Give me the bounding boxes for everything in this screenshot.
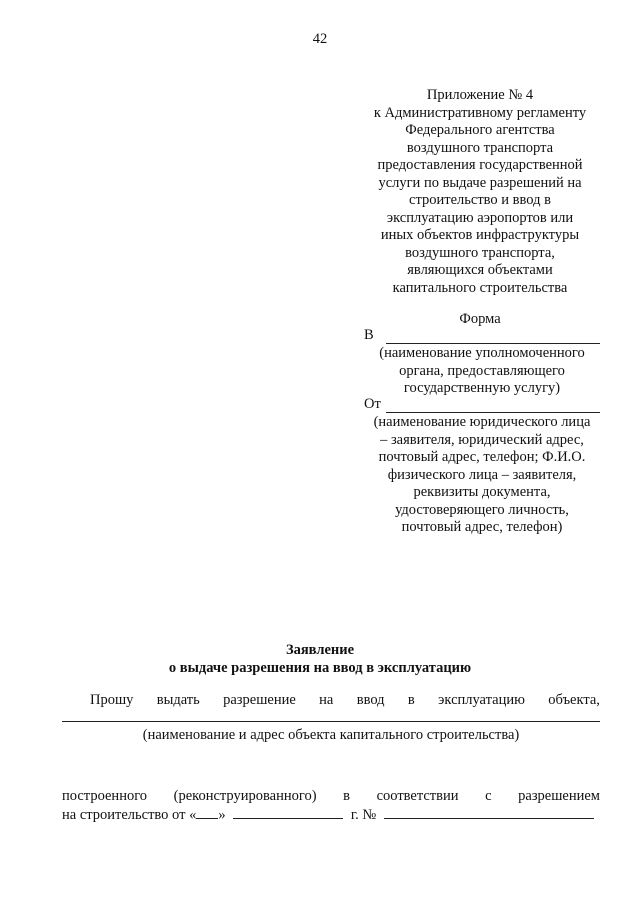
- object-field-line[interactable]: [62, 721, 600, 722]
- recipient-row: [364, 327, 600, 347]
- appendix-line: Федерального агентства: [405, 122, 555, 138]
- appendix-line: воздушного транспорта,: [405, 244, 555, 261]
- permit-day-field[interactable]: [196, 806, 218, 819]
- recipient-field-line[interactable]: [386, 343, 600, 344]
- note-line: органа, предоставляющего: [399, 362, 565, 379]
- body-word: эксплуатацию: [438, 692, 525, 708]
- permit-number-label: г. №: [350, 807, 377, 823]
- recipient-note: [364, 345, 600, 398]
- body-line-4: [62, 806, 594, 824]
- body-word: в: [407, 692, 415, 708]
- appendix-line: Приложение № 4: [426, 87, 534, 103]
- body-word: в: [343, 788, 350, 804]
- form-label: Форма: [459, 311, 501, 327]
- permit-number-field[interactable]: [384, 806, 594, 819]
- document-subtitle: о выдаче разрешения на ввод в эксплуатацию: [168, 660, 472, 676]
- note-line: реквизиты документа,: [413, 484, 551, 500]
- body-word: разрешением: [518, 788, 600, 804]
- page-number: 42: [312, 31, 328, 47]
- appendix-line: к Административному регламенту: [373, 104, 587, 121]
- sender-field-line[interactable]: [386, 412, 600, 413]
- body-word: Прошу: [90, 692, 134, 708]
- appendix-line: капитального строительства: [392, 279, 568, 296]
- body-line-1: [90, 692, 600, 709]
- appendix-header: [352, 87, 608, 297]
- permit-date-prefix: на строительство от «: [62, 807, 197, 823]
- object-caption: (наименование и адрес объекта капитального строительства): [142, 727, 520, 743]
- body-word: построенного: [62, 788, 148, 804]
- recipient-prefix: В: [364, 327, 374, 343]
- permit-date-quote: »: [218, 807, 226, 823]
- note-line: физического лица – заявителя,: [387, 466, 577, 483]
- appendix-line: услуги по выдаче разрешений на: [378, 174, 582, 191]
- note-line: почтовый адрес, телефон): [401, 519, 563, 535]
- body-word: с: [485, 788, 492, 804]
- note-line: почтовый адрес, телефон; Ф.И.О.: [378, 449, 586, 465]
- appendix-line: строительство и ввод в: [409, 192, 551, 208]
- appendix-line: предоставления государственной: [377, 157, 583, 173]
- note-line: (наименование уполномоченного: [379, 345, 585, 361]
- note-line: – заявителя, юридический адрес,: [380, 431, 584, 448]
- body-line-3: [62, 788, 600, 805]
- body-word: (реконструированного): [173, 788, 317, 804]
- sender-row: [364, 396, 600, 416]
- sender-note: [364, 414, 600, 537]
- body-word: на: [319, 692, 334, 708]
- body-word: объекта,: [548, 692, 600, 708]
- body-word: соответствии: [376, 788, 459, 804]
- document-title: Заявление: [285, 642, 355, 658]
- appendix-line: воздушного транспорта: [406, 139, 554, 156]
- note-line: удостоверяющего личность,: [395, 501, 569, 518]
- body-word: ввод: [356, 692, 385, 708]
- appendix-line: являющихся объектами: [407, 262, 553, 278]
- sender-prefix: От: [364, 396, 381, 412]
- appendix-line: эксплуатацию аэропортов или: [386, 209, 574, 226]
- appendix-line: иных объектов инфраструктуры: [380, 227, 580, 243]
- body-word: разрешение: [223, 692, 296, 708]
- permit-month-year-field[interactable]: [233, 806, 343, 819]
- body-word: выдать: [156, 692, 200, 708]
- note-line: государственную услугу): [403, 380, 561, 396]
- note-line: (наименование юридического лица: [373, 414, 591, 430]
